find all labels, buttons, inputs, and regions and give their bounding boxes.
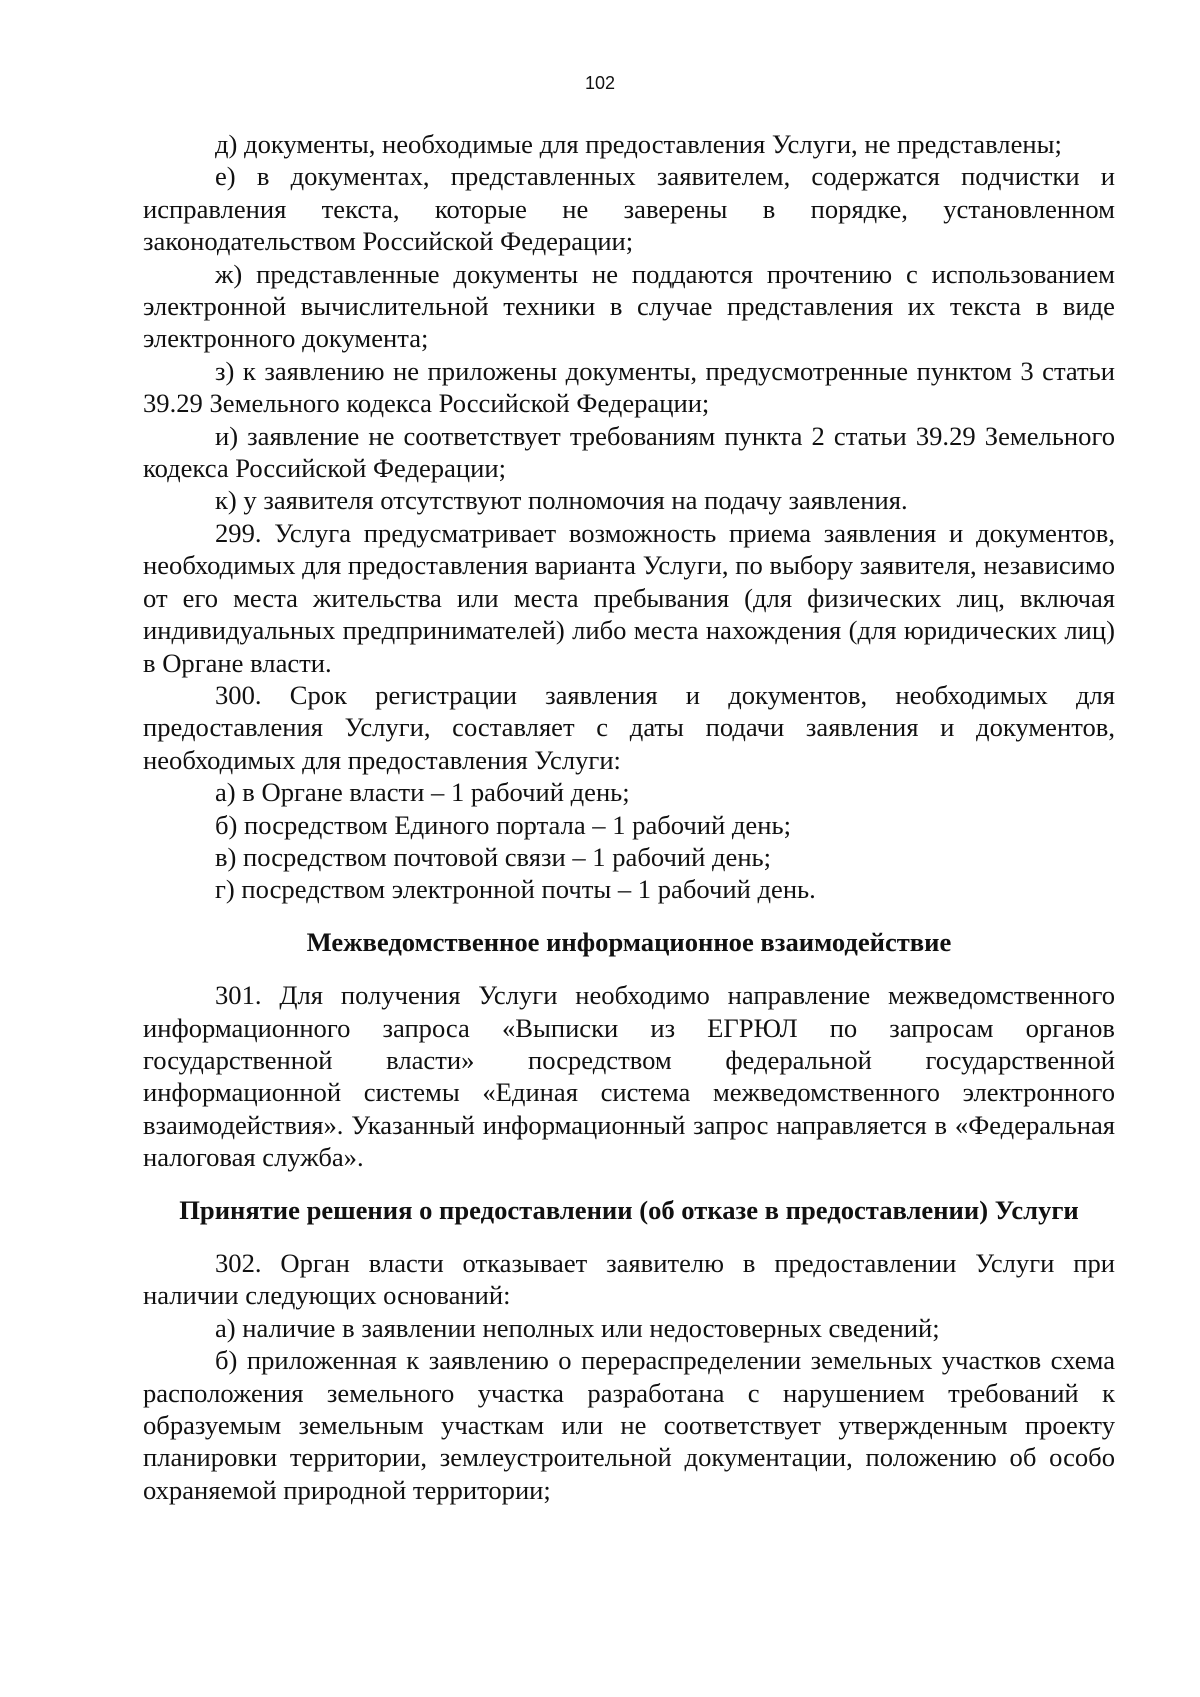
paragraph-300: 300. Срок регистрации заявления и документов, необходимых для предоставления Услуги, составляет с даты подачи заявления и документов, необходимых для предоставления Услуги: — [143, 679, 1115, 775]
paragraph-302: 302. Орган власти отказывает заявителю в предоставлении Услуги при наличии следующих оснований: — [143, 1248, 1115, 1311]
paragraph-zh: ж) представленные документы не поддаются прочтению с использованием электронной вычислительной техники в случае представления их текста в виде электронного документа; — [143, 258, 1115, 354]
list-item-g: г) посредством электронной почты – 1 рабочий день. — [215, 874, 816, 905]
section-heading-decision: Принятие решения о предоставлении (об отказе в предоставлении) Услуги — [179, 1194, 1079, 1225]
paragraph-k: к) у заявителя отсутствуют полномочия на подачу заявления. — [215, 485, 908, 516]
paragraph-z: з) к заявлению не приложены документы, предусмотренные пунктом 3 статьи 39.29 Земельного кодекса Российской Федерации; — [143, 355, 1115, 419]
document-body — [143, 128, 1115, 1506]
section-heading-interagency: Межведомственное информационное взаимодействие — [306, 926, 952, 957]
paragraph-i: и) заявление не соответствует требованиям пункта 2 статьи 39.29 Земельного кодекса Российской Федерации; — [143, 420, 1115, 484]
list-item-b: б) посредством Единого портала – 1 рабочий день; — [215, 809, 791, 840]
paragraph-d: д) документы, необходимые для предоставления Услуги, не представлены; — [215, 129, 1062, 159]
list-item-302-b: б) приложенная к заявлению о перераспределении земельных участков схема расположения земельного участка разработана с нарушением требований к образуемым земельным участкам или не соответствует утвержденным проекту планировки территории, землеустроительной документации, положению об особо охраняемой природной территории; — [143, 1345, 1115, 1505]
paragraph-e: е) в документах, представленных заявителем, содержатся подчистки и исправления текста, которые не заверены в порядке, установленном законодательством Российской Федерации; — [143, 161, 1115, 257]
list-item-a: а) в Органе власти – 1 рабочий день; — [215, 777, 630, 808]
paragraph-299: 299. Услуга предусматривает возможность приема заявления и документов, необходимых для предоставления варианта Услуги, по выбору заявителя, независимо от его места жительства или места пребывания (для физических лиц, включая индивидуальных предпринимателей) либо места нахождения (для юридических лиц) в Органе власти. — [143, 517, 1115, 678]
list-item-v: в) посредством почтовой связи – 1 рабочий день; — [215, 841, 772, 872]
page-number: 102 — [584, 73, 616, 93]
paragraph-301: 301. Для получения Услуги необходимо направление межведомственного информационного запроса «Выписки из ЕГРЮЛ по запросам органов государственной власти» посредством федеральной государственной информационной системы «Единая система межведомственного электронного взаимодействия». Указанный информационный запрос направляется в «Федеральная налоговая служба». — [143, 980, 1115, 1173]
list-item-302-a: а) наличие в заявлении неполных или недостоверных сведений; — [215, 1312, 940, 1343]
